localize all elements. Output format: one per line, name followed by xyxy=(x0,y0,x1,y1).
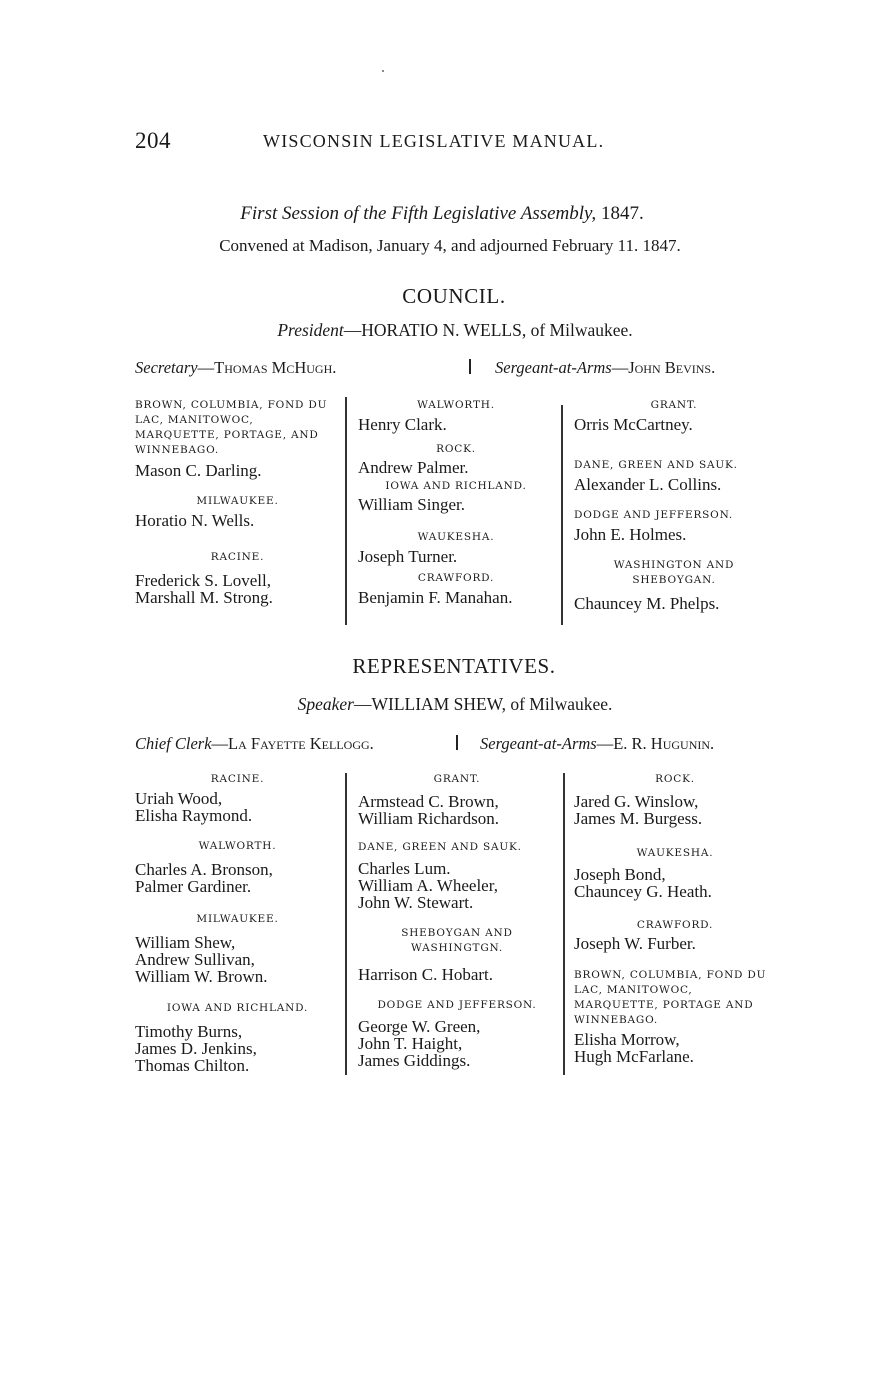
speaker-label: Speaker xyxy=(297,694,354,714)
district-heading: MILWAUKEE. xyxy=(196,495,279,507)
column-rule xyxy=(345,773,347,1075)
page-number: 204 xyxy=(135,128,171,153)
member-names: Armstead C. Brown, William Richardson. xyxy=(358,792,499,828)
member-names: Joseph W. Furber. xyxy=(574,934,696,953)
member-names: William Shew, Andrew Sullivan, William W. Brown. xyxy=(135,933,268,986)
council-column-2 xyxy=(358,398,554,606)
president-label: President xyxy=(277,320,344,340)
council-secretary xyxy=(135,358,336,378)
column-rule xyxy=(563,773,565,1075)
district-heading: ROCK. xyxy=(655,773,695,785)
council-column-3 xyxy=(574,398,774,612)
member-names: Harrison C. Hobart. xyxy=(358,965,494,984)
column-rule xyxy=(345,397,347,625)
assembly-column-3 xyxy=(574,772,776,1065)
clerk-label: Chief Clerk xyxy=(135,734,212,753)
speaker-name: —WILLIAM SHEW, of Milwaukee. xyxy=(353,694,613,714)
assembly-officers xyxy=(135,734,780,758)
member-names: Elisha Morrow, Hugh McFarlane. xyxy=(574,1030,694,1066)
sergeant-name: —John Bevins. xyxy=(611,358,716,377)
district-heading: WALWORTH. xyxy=(417,399,495,411)
president-name: —HORATIO N. WELLS, of Milwaukee. xyxy=(343,320,633,340)
district-heading: CRAWFORD. xyxy=(636,919,714,931)
sergeant-label: Sergeant-at-Arms xyxy=(480,734,597,753)
officer-separator xyxy=(456,735,458,750)
district-heading: WASHINGTON AND SHEBOYGAN. xyxy=(613,559,735,586)
session-dates: Convened at Madison, January 4, and adjourned February 11. 1847. xyxy=(219,236,681,255)
member-names: Benjamin F. Manahan. xyxy=(358,588,513,607)
member-names: Andrew Palmer. xyxy=(358,458,469,477)
district-heading: DODGE AND JEFFERSON. xyxy=(377,999,537,1011)
member-names: Joseph Bond, Chauncey G. Heath. xyxy=(574,865,712,901)
representatives-heading: REPRESENTATIVES. xyxy=(352,654,556,678)
assembly-column-2 xyxy=(358,772,556,1069)
secretary-name: —Thomas McHugh. xyxy=(197,358,337,377)
sergeant-label: Sergeant-at-Arms xyxy=(495,358,612,377)
session-year: 1847. xyxy=(600,203,644,224)
officer-separator xyxy=(469,359,471,374)
district-heading: BROWN, COLUMBIA, FOND DU LAC, MANITOWOC, MARQUETTE, PORTAGE AND WINNEBAGO. xyxy=(574,969,767,1026)
district-heading: BROWN, COLUMBIA, FOND DU LAC, MANITOWOC, MARQUETTE, PORTAGE, AND WINNEBAGO. xyxy=(135,399,328,456)
member-names: Charles A. Bronson, Palmer Gardiner. xyxy=(135,860,273,896)
assembly-speaker xyxy=(0,694,884,715)
member-names: Alexander L. Collins. xyxy=(574,475,722,494)
member-names: Orris McCartney. xyxy=(574,415,693,434)
member-names: Chauncey M. Phelps. xyxy=(574,594,720,613)
district-heading: SHEBOYGAN AND WASHINGTGN. xyxy=(401,927,513,954)
member-names: Henry Clark. xyxy=(358,415,447,434)
district-heading: GRANT. xyxy=(650,399,698,411)
member-names: Joseph Turner. xyxy=(358,547,458,566)
column-rule xyxy=(561,405,563,625)
district-heading: CRAWFORD. xyxy=(417,572,495,584)
district-heading: WALWORTH. xyxy=(198,840,277,852)
assembly-column-1 xyxy=(135,772,340,1074)
member-names: Mason C. Darling. xyxy=(135,461,262,480)
print-speck xyxy=(382,70,384,72)
session-title-text: First Session of the Fifth Legislative Assembly, xyxy=(240,203,597,224)
member-names: William Singer. xyxy=(358,495,465,514)
member-names: Timothy Burns, James D. Jenkins, Thomas Chilton. xyxy=(135,1022,257,1075)
district-heading: DANE, GREEN AND SAUK. xyxy=(574,459,738,471)
member-names: John E. Holmes. xyxy=(574,525,687,544)
council-president xyxy=(0,320,884,341)
district-heading: WAUKESHA. xyxy=(417,531,495,543)
council-column-1 xyxy=(135,398,340,606)
secretary-label: Secretary xyxy=(135,358,198,377)
district-heading: IOWA AND RICHLAND. xyxy=(385,480,527,492)
district-heading: RACINE. xyxy=(210,551,265,563)
sergeant-name: —E. R. Hugunin. xyxy=(596,734,715,753)
assembly-sergeant xyxy=(480,734,714,754)
member-names: Uriah Wood, Elisha Raymond. xyxy=(135,789,253,825)
district-heading: IOWA AND RICHLAND. xyxy=(166,1002,309,1014)
district-heading: DANE, GREEN AND SAUK. xyxy=(358,841,522,853)
member-names: Frederick S. Lovell, Marshall M. Strong. xyxy=(135,571,273,607)
clerk-name: —La Fayette Kellogg. xyxy=(211,734,374,753)
member-names: George W. Green, John T. Haight, James Giddings. xyxy=(358,1017,481,1070)
council-heading: COUNCIL. xyxy=(402,284,506,308)
district-heading: DODGE AND JEFFERSON. xyxy=(574,509,734,521)
member-names: Charles Lum. William A. Wheeler, John W. Stewart. xyxy=(358,859,498,912)
district-heading: RACINE. xyxy=(210,773,265,785)
council-sergeant xyxy=(495,358,715,378)
district-heading: MILWAUKEE. xyxy=(196,913,279,925)
member-names: Jared G. Winslow, James M. Burgess. xyxy=(574,792,703,828)
member-names: Horatio N. Wells. xyxy=(135,511,255,530)
running-title: WISCONSIN LEGISLATIVE MANUAL. xyxy=(263,131,605,151)
session-title xyxy=(0,203,884,225)
district-heading: ROCK. xyxy=(436,443,476,455)
district-heading: GRANT. xyxy=(433,773,481,785)
district-heading: WAUKESHA. xyxy=(636,847,714,859)
council-officers xyxy=(135,358,780,382)
assembly-clerk xyxy=(135,734,374,754)
